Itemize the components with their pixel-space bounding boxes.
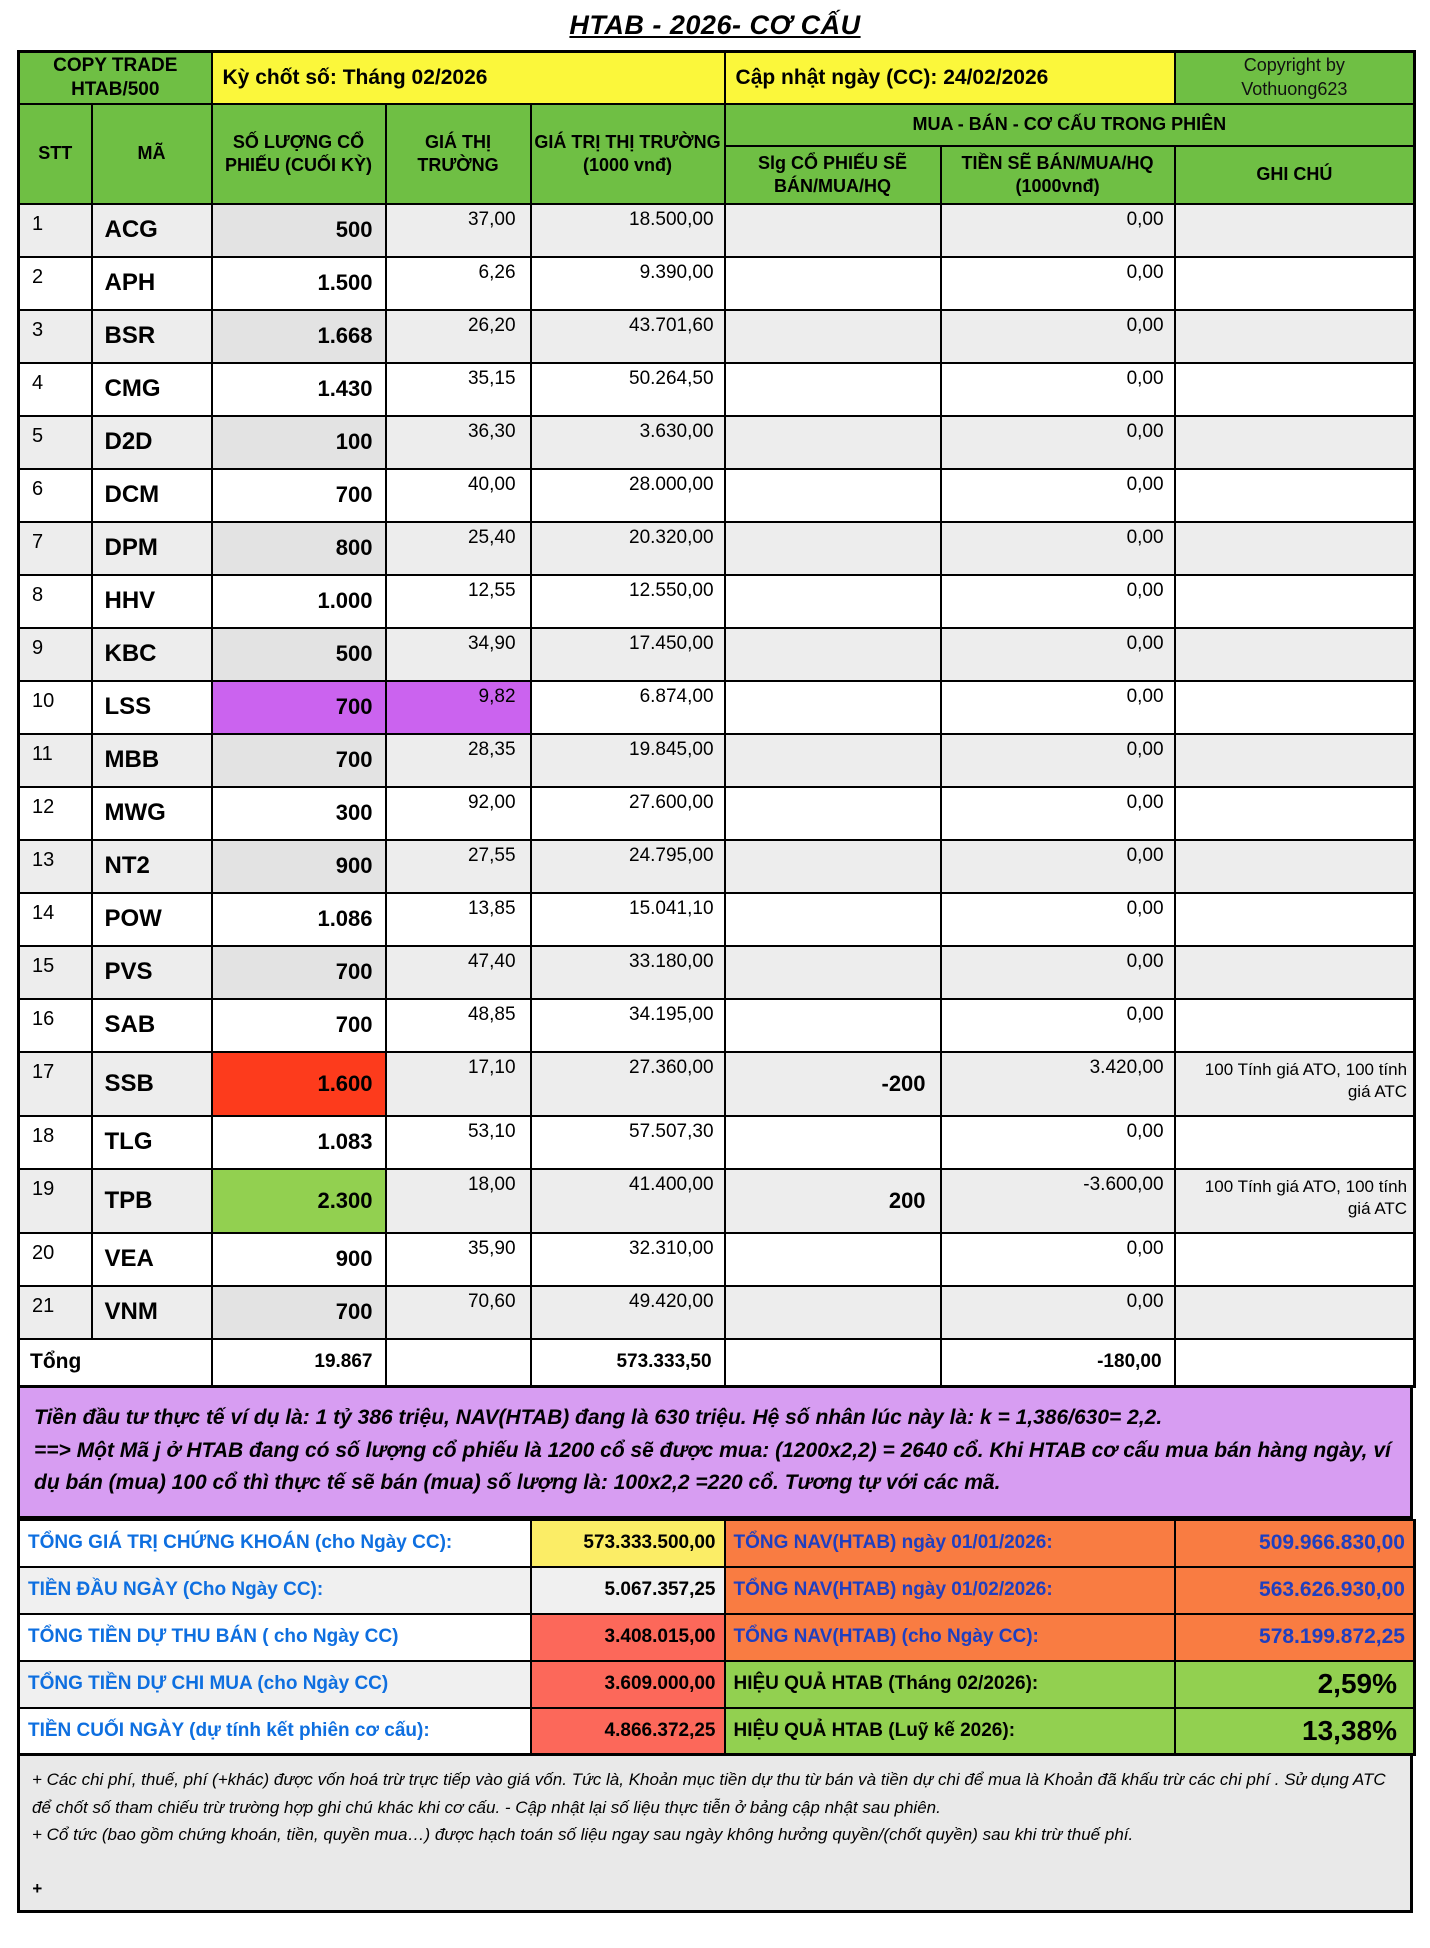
quantity-cell[interactable]: 500 — [212, 204, 386, 257]
quantity-cell[interactable]: 1.500 — [212, 257, 386, 310]
market-price-cell[interactable]: 36,30 — [386, 416, 531, 469]
market-value-cell[interactable]: 49.420,00 — [531, 1286, 725, 1339]
market-price-cell[interactable]: 25,40 — [386, 522, 531, 575]
table-row — [19, 204, 1415, 257]
shares-to-trade-cell[interactable] — [725, 310, 941, 363]
quantity-cell[interactable]: 2.300 — [212, 1169, 386, 1233]
market-price-cell[interactable]: 37,00 — [386, 204, 531, 257]
top-header-row — [19, 52, 1415, 104]
portfolio-table — [17, 50, 1416, 1388]
market-value-cell[interactable]: 57.507,30 — [531, 1116, 725, 1169]
copy-trade-line1: COPY TRADE — [53, 55, 178, 76]
quantity-cell[interactable]: 100 — [212, 416, 386, 469]
stock-code-cell[interactable]: TPB — [92, 1169, 212, 1233]
money-to-trade-cell[interactable]: 0,00 — [941, 257, 1175, 310]
copy-trade-line2: HTAB/500 — [71, 78, 160, 100]
note-cell[interactable] — [1175, 1286, 1415, 1339]
table-row — [19, 893, 1415, 946]
row-stt: 20 — [19, 1233, 92, 1286]
money-to-trade-cell[interactable]: 0,00 — [941, 946, 1175, 999]
total-money: -180,00 — [941, 1339, 1175, 1387]
table-row — [19, 1116, 1415, 1169]
table-row — [19, 575, 1415, 628]
row-stt: 7 — [19, 522, 92, 575]
note-cell[interactable] — [1175, 787, 1415, 840]
market-price-cell[interactable]: 6,26 — [386, 257, 531, 310]
summary-row — [19, 1661, 1415, 1708]
table-row — [19, 522, 1415, 575]
summary-label: TỔNG TIỀN DỰ CHI MUA (cho Ngày CC) — [19, 1661, 531, 1708]
table-row — [19, 310, 1415, 363]
col-header-stt: STT — [19, 104, 92, 204]
row-stt: 4 — [19, 363, 92, 416]
note-cell[interactable] — [1175, 681, 1415, 734]
quantity-cell[interactable]: 1.083 — [212, 1116, 386, 1169]
market-value-cell[interactable]: 50.264,50 — [531, 363, 725, 416]
shares-to-trade-cell[interactable] — [725, 416, 941, 469]
market-price-cell[interactable]: 92,00 — [386, 787, 531, 840]
note-cell[interactable] — [1175, 1116, 1415, 1169]
note-cell[interactable] — [1175, 734, 1415, 787]
shares-to-trade-cell[interactable] — [725, 575, 941, 628]
shares-to-trade-cell[interactable] — [725, 204, 941, 257]
quantity-cell[interactable]: 900 — [212, 1233, 386, 1286]
row-stt: 11 — [19, 734, 92, 787]
market-price-cell[interactable]: 17,10 — [386, 1052, 531, 1116]
total-label: Tổng — [19, 1339, 212, 1387]
stock-code-cell[interactable]: DPM — [92, 522, 212, 575]
summary-row — [19, 1520, 1415, 1567]
summary-right-label: TỔNG NAV(HTAB) ngày 01/01/2026: — [725, 1520, 1175, 1567]
money-to-trade-cell[interactable]: -3.600,00 — [941, 1169, 1175, 1233]
quantity-cell[interactable]: 1.600 — [212, 1052, 386, 1116]
money-to-trade-cell[interactable]: 0,00 — [941, 628, 1175, 681]
summary-right-label: HIỆU QUẢ HTAB (Luỹ kế 2026): — [725, 1708, 1175, 1755]
market-value-cell[interactable]: 12.550,00 — [531, 575, 725, 628]
col-header-note: GHI CHÚ — [1175, 146, 1415, 204]
shares-to-trade-cell[interactable] — [725, 1286, 941, 1339]
summary-body — [19, 1520, 1415, 1755]
note-cell[interactable] — [1175, 469, 1415, 522]
footnote-line-2: + Cổ tức (bao gồm chứng khoán, tiền, quyền mua…) được hạch toán số liệu ngay sau ngày không hưởng quyền/(chốt quyền) sau khi trừ thuế phí. — [32, 1825, 1134, 1845]
market-price-cell[interactable]: 70,60 — [386, 1286, 531, 1339]
table-row — [19, 787, 1415, 840]
quantity-cell[interactable]: 700 — [212, 946, 386, 999]
money-to-trade-cell[interactable]: 0,00 — [941, 840, 1175, 893]
table-row — [19, 416, 1415, 469]
row-stt: 3 — [19, 310, 92, 363]
summary-label: TIỀN ĐẦU NGÀY (Cho Ngày CC): — [19, 1567, 531, 1614]
summary-label: TIỀN CUỐI NGÀY (dự tính kết phiên cơ cấu): — [19, 1708, 531, 1755]
note-cell[interactable] — [1175, 204, 1415, 257]
row-stt: 13 — [19, 840, 92, 893]
note-cell[interactable] — [1175, 628, 1415, 681]
total-price-empty — [386, 1339, 531, 1387]
summary-label: TỔNG GIÁ TRỊ CHỨNG KHOÁN (cho Ngày CC): — [19, 1520, 531, 1567]
total-quantity: 19.867 — [212, 1339, 386, 1387]
row-stt: 6 — [19, 469, 92, 522]
market-value-cell[interactable]: 33.180,00 — [531, 946, 725, 999]
footnotes-box — [17, 1756, 1413, 1913]
quantity-cell[interactable]: 1.086 — [212, 893, 386, 946]
stock-code-cell[interactable]: TLG — [92, 1116, 212, 1169]
market-price-cell[interactable]: 9,82 — [386, 681, 531, 734]
stock-code-cell[interactable]: POW — [92, 893, 212, 946]
summary-right-label: HIỆU QUẢ HTAB (Tháng 02/2026): — [725, 1661, 1175, 1708]
stock-code-cell[interactable]: HHV — [92, 575, 212, 628]
row-stt: 14 — [19, 893, 92, 946]
shares-to-trade-cell[interactable] — [725, 787, 941, 840]
money-to-trade-cell[interactable]: 0,00 — [941, 363, 1175, 416]
quantity-cell[interactable]: 700 — [212, 1286, 386, 1339]
market-price-cell[interactable]: 35,15 — [386, 363, 531, 416]
quantity-cell[interactable]: 700 — [212, 681, 386, 734]
shares-to-trade-cell[interactable] — [725, 363, 941, 416]
stock-code-cell[interactable]: ACG — [92, 204, 212, 257]
col-header-price: GIÁ THỊ TRƯỜNG — [386, 104, 531, 204]
summary-row — [19, 1567, 1415, 1614]
money-to-trade-cell[interactable]: 0,00 — [941, 787, 1175, 840]
page-title: HTAB - 2026- CƠ CẤU — [569, 10, 861, 40]
note-cell[interactable]: 100 Tính giá ATO, 100 tính giá ATC — [1175, 1169, 1415, 1233]
money-to-trade-cell[interactable]: 0,00 — [941, 681, 1175, 734]
quantity-cell[interactable]: 1.430 — [212, 363, 386, 416]
stock-code-cell[interactable]: VNM — [92, 1286, 212, 1339]
market-value-cell[interactable]: 6.874,00 — [531, 681, 725, 734]
market-value-cell[interactable]: 3.630,00 — [531, 416, 725, 469]
table-row — [19, 257, 1415, 310]
row-stt: 17 — [19, 1052, 92, 1116]
market-value-cell[interactable]: 27.600,00 — [531, 787, 725, 840]
summary-row — [19, 1708, 1415, 1755]
note-cell[interactable]: 100 Tính giá ATO, 100 tính giá ATC — [1175, 1052, 1415, 1116]
shares-to-trade-cell[interactable] — [725, 893, 941, 946]
multiplier-note-box — [17, 1388, 1413, 1519]
stock-code-cell[interactable]: CMG — [92, 363, 212, 416]
stock-code-cell[interactable]: BSR — [92, 310, 212, 363]
summary-right-value[interactable]: 2,59% — [1175, 1661, 1415, 1708]
shares-to-trade-cell[interactable]: 200 — [725, 1169, 941, 1233]
table-row — [19, 1233, 1415, 1286]
stock-code-cell[interactable]: SSB — [92, 1052, 212, 1116]
market-price-cell[interactable]: 27,55 — [386, 840, 531, 893]
market-value-cell[interactable]: 15.041,10 — [531, 893, 725, 946]
market-value-cell[interactable]: 18.500,00 — [531, 204, 725, 257]
note-cell[interactable] — [1175, 416, 1415, 469]
note-cell[interactable] — [1175, 310, 1415, 363]
row-stt: 12 — [19, 787, 92, 840]
row-stt: 5 — [19, 416, 92, 469]
quantity-cell[interactable]: 700 — [212, 469, 386, 522]
total-note-empty — [1175, 1339, 1415, 1387]
quantity-cell[interactable]: 900 — [212, 840, 386, 893]
table-row — [19, 946, 1415, 999]
quantity-cell[interactable]: 700 — [212, 734, 386, 787]
money-to-trade-cell[interactable]: 0,00 — [941, 999, 1175, 1052]
market-value-cell[interactable]: 34.195,00 — [531, 999, 725, 1052]
money-to-trade-cell[interactable]: 0,00 — [941, 469, 1175, 522]
summary-right-label: TỔNG NAV(HTAB) ngày 01/02/2026: — [725, 1567, 1175, 1614]
market-value-cell[interactable]: 27.360,00 — [531, 1052, 725, 1116]
quantity-cell[interactable]: 1.668 — [212, 310, 386, 363]
row-stt: 9 — [19, 628, 92, 681]
total-slg-empty — [725, 1339, 941, 1387]
market-value-cell[interactable]: 24.795,00 — [531, 840, 725, 893]
summary-right-value[interactable]: 13,38% — [1175, 1708, 1415, 1755]
summary-table — [17, 1519, 1416, 1757]
row-stt: 21 — [19, 1286, 92, 1339]
shares-to-trade-cell[interactable] — [725, 522, 941, 575]
copyright-line2: Vothuong623 — [1241, 78, 1348, 99]
table-row — [19, 1052, 1415, 1116]
summary-value[interactable]: 3.609.000,00 — [531, 1661, 725, 1708]
stock-code-cell[interactable]: MWG — [92, 787, 212, 840]
note-cell[interactable] — [1175, 999, 1415, 1052]
market-price-cell[interactable]: 35,90 — [386, 1233, 531, 1286]
summary-value[interactable]: 5.067.357,25 — [531, 1567, 725, 1614]
row-stt: 15 — [19, 946, 92, 999]
stock-code-cell[interactable]: SAB — [92, 999, 212, 1052]
quantity-cell[interactable]: 800 — [212, 522, 386, 575]
note-cell[interactable] — [1175, 893, 1415, 946]
shares-to-trade-cell[interactable] — [725, 946, 941, 999]
market-value-cell[interactable]: 32.310,00 — [531, 1233, 725, 1286]
column-header-row — [19, 104, 1415, 146]
money-to-trade-cell[interactable]: 0,00 — [941, 1233, 1175, 1286]
table-row — [19, 1169, 1415, 1233]
stock-code-cell[interactable]: APH — [92, 257, 212, 310]
col-header-ma: MÃ — [92, 104, 212, 204]
market-value-cell[interactable]: 28.000,00 — [531, 469, 725, 522]
table-row — [19, 363, 1415, 416]
shares-to-trade-cell[interactable] — [725, 1116, 941, 1169]
note-cell[interactable] — [1175, 840, 1415, 893]
market-price-cell[interactable]: 28,35 — [386, 734, 531, 787]
stock-code-cell[interactable]: KBC — [92, 628, 212, 681]
market-value-cell[interactable]: 9.390,00 — [531, 257, 725, 310]
shares-to-trade-cell[interactable]: -200 — [725, 1052, 941, 1116]
market-price-cell[interactable]: 48,85 — [386, 999, 531, 1052]
stock-code-cell[interactable]: LSS — [92, 681, 212, 734]
stock-code-cell[interactable]: MBB — [92, 734, 212, 787]
total-row — [19, 1339, 1415, 1387]
quantity-cell[interactable]: 500 — [212, 628, 386, 681]
col-header-money: TIỀN SẼ BÁN/MUA/HQ (1000vnđ) — [941, 146, 1175, 204]
market-value-cell[interactable]: 19.845,00 — [531, 734, 725, 787]
col-header-qty: SỐ LƯỢNG CỔ PHIẾU (CUỐI KỲ) — [212, 104, 386, 204]
summary-row — [19, 1614, 1415, 1661]
shares-to-trade-cell[interactable] — [725, 681, 941, 734]
summary-right-value[interactable]: 563.626.930,00 — [1175, 1567, 1415, 1614]
money-to-trade-cell[interactable]: 0,00 — [941, 204, 1175, 257]
note-cell[interactable] — [1175, 946, 1415, 999]
col-header-value: GIÁ TRỊ THỊ TRƯỜNG (1000 vnđ) — [531, 104, 725, 204]
market-price-cell[interactable]: 26,20 — [386, 310, 531, 363]
quantity-cell[interactable]: 1.000 — [212, 575, 386, 628]
footnote-line-1: + Các chi phí, thuế, phí (+khác) được vốn hoá trừ trực tiếp vào giá vốn. Tức là, Khoản mục tiền dự thu từ bán và tiền dự chi để mua là Khoản đã khấu trừ các chi phí . Sử dụng ATC để chốt số tham chiếu trừ trường hợp ghi chú khác khi cơ cấu. - Cập nhật lại số liệu thực tiễn ở bảng cập nhật sau phiên. — [32, 1770, 1386, 1817]
market-price-cell[interactable]: 34,90 — [386, 628, 531, 681]
market-price-cell[interactable]: 47,40 — [386, 946, 531, 999]
copyright-cell — [1175, 52, 1415, 104]
quantity-cell[interactable]: 300 — [212, 787, 386, 840]
quantity-cell[interactable]: 700 — [212, 999, 386, 1052]
market-price-cell[interactable]: 12,55 — [386, 575, 531, 628]
money-to-trade-cell[interactable]: 3.420,00 — [941, 1052, 1175, 1116]
col-header-group: MUA - BÁN - CƠ CẤU TRONG PHIÊN — [725, 104, 1415, 146]
market-price-cell[interactable]: 18,00 — [386, 1169, 531, 1233]
market-value-cell[interactable]: 43.701,60 — [531, 310, 725, 363]
row-stt: 18 — [19, 1116, 92, 1169]
row-stt: 19 — [19, 1169, 92, 1233]
summary-right-label: TỔNG NAV(HTAB) (cho Ngày CC): — [725, 1614, 1175, 1661]
stock-code-cell[interactable]: NT2 — [92, 840, 212, 893]
row-stt: 8 — [19, 575, 92, 628]
shares-to-trade-cell[interactable] — [725, 257, 941, 310]
note-cell[interactable] — [1175, 363, 1415, 416]
note-cell[interactable] — [1175, 522, 1415, 575]
total-market-value: 573.333,50 — [531, 1339, 725, 1387]
stock-code-cell[interactable]: D2D — [92, 416, 212, 469]
shares-to-trade-cell[interactable] — [725, 628, 941, 681]
table-row — [19, 840, 1415, 893]
copyright-line1: Copyright by — [1243, 55, 1345, 76]
table-row — [19, 681, 1415, 734]
market-price-cell[interactable]: 13,85 — [386, 893, 531, 946]
table-body — [19, 204, 1415, 1339]
period-cell[interactable]: Kỳ chốt số: Tháng 02/2026 — [212, 52, 725, 104]
note-cell[interactable] — [1175, 1233, 1415, 1286]
shares-to-trade-cell[interactable] — [725, 734, 941, 787]
table-row — [19, 469, 1415, 522]
summary-value[interactable]: 4.866.372,25 — [531, 1708, 725, 1755]
note-line-1: Tiền đầu tư thực tế ví dụ là: 1 tỷ 386 triệu, NAV(HTAB) đang là 630 triệu. Hệ số nhân lúc này là: k = 1,386/630= 2,2. — [34, 1406, 1163, 1429]
market-price-cell[interactable]: 40,00 — [386, 469, 531, 522]
money-to-trade-cell[interactable]: 0,00 — [941, 734, 1175, 787]
shares-to-trade-cell[interactable] — [725, 840, 941, 893]
market-value-cell[interactable]: 17.450,00 — [531, 628, 725, 681]
shares-to-trade-cell[interactable] — [725, 1233, 941, 1286]
row-stt: 1 — [19, 204, 92, 257]
table-row — [19, 999, 1415, 1052]
money-to-trade-cell[interactable]: 0,00 — [941, 310, 1175, 363]
money-to-trade-cell[interactable]: 0,00 — [941, 1286, 1175, 1339]
table-row — [19, 1286, 1415, 1339]
note-line-2: ==> Một Mã j ở HTAB đang có số lượng cổ phiếu là 1200 cổ sẽ được mua: (1200x2,2) = 2640 cổ. Khi HTAB cơ cấu mua bán hàng ngày, ví dụ bán (mua) 100 cổ thì thực tế sẽ bán (mua) số lượng là: 100x2,2 =220 cổ. Tương tự với các mã. — [34, 1438, 1391, 1495]
copy-trade-cell — [19, 52, 212, 104]
summary-right-value[interactable]: 578.199.872,25 — [1175, 1614, 1415, 1661]
row-stt: 10 — [19, 681, 92, 734]
stock-code-cell[interactable]: PVS — [92, 946, 212, 999]
table-row — [19, 628, 1415, 681]
market-value-cell[interactable]: 41.400,00 — [531, 1169, 725, 1233]
shares-to-trade-cell[interactable] — [725, 999, 941, 1052]
market-value-cell[interactable]: 20.320,00 — [531, 522, 725, 575]
market-price-cell[interactable]: 53,10 — [386, 1116, 531, 1169]
footer-plus-sign[interactable]: + — [32, 1878, 42, 1898]
table-row — [19, 734, 1415, 787]
stock-code-cell[interactable]: DCM — [92, 469, 212, 522]
money-to-trade-cell[interactable]: 0,00 — [941, 522, 1175, 575]
stock-code-cell[interactable]: VEA — [92, 1233, 212, 1286]
summary-value[interactable]: 3.408.015,00 — [531, 1614, 725, 1661]
shares-to-trade-cell[interactable] — [725, 469, 941, 522]
money-to-trade-cell[interactable]: 0,00 — [941, 893, 1175, 946]
summary-right-value[interactable]: 509.966.830,00 — [1175, 1520, 1415, 1567]
money-to-trade-cell[interactable]: 0,00 — [941, 575, 1175, 628]
col-header-slg: Slg CỔ PHIẾU SẼ BÁN/MUA/HQ — [725, 146, 941, 204]
row-stt: 16 — [19, 999, 92, 1052]
money-to-trade-cell[interactable]: 0,00 — [941, 416, 1175, 469]
summary-value[interactable]: 573.333.500,00 — [531, 1520, 725, 1567]
note-cell[interactable] — [1175, 257, 1415, 310]
summary-label: TỔNG TIỀN DỰ THU BÁN ( cho Ngày CC) — [19, 1614, 531, 1661]
row-stt: 2 — [19, 257, 92, 310]
updated-date-cell[interactable]: Cập nhật ngày (CC): 24/02/2026 — [725, 52, 1175, 104]
note-cell[interactable] — [1175, 575, 1415, 628]
money-to-trade-cell[interactable]: 0,00 — [941, 1116, 1175, 1169]
